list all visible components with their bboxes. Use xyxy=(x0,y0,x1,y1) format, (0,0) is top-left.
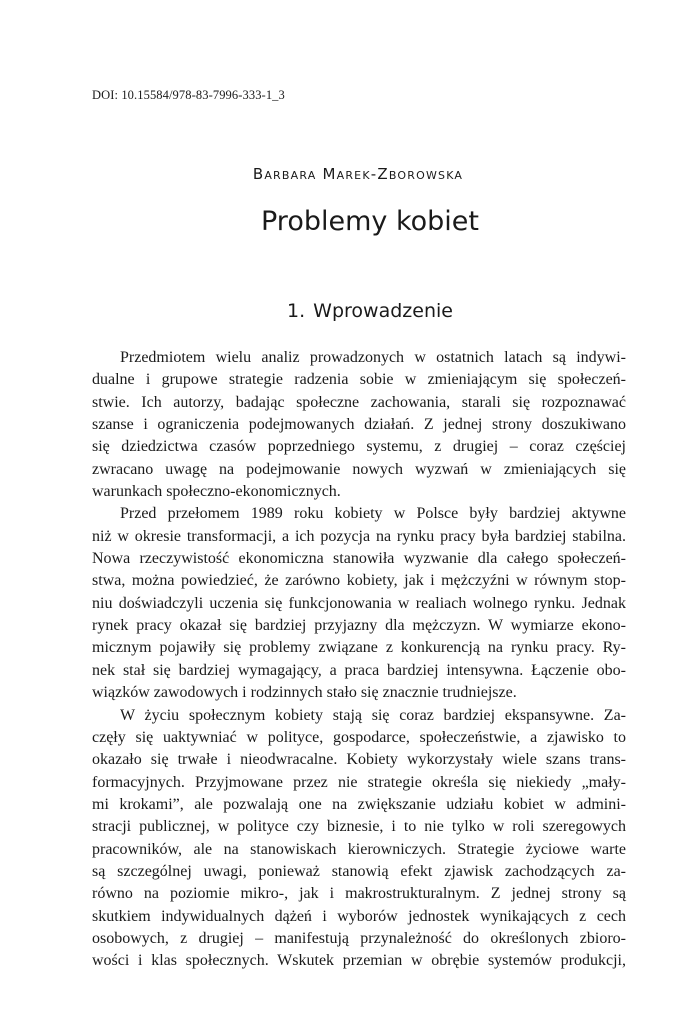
text-line: nek stał się bardziej wymagający, a praca bardziej intensywna. Łączenie obo- xyxy=(92,661,626,679)
text-line: pracowników, ale na stanowiskach kierowniczych. Strategie życiowe warte xyxy=(92,840,626,858)
text-line: częły się uaktywniać w polityce, gospodarce, społeczeństwie, a zjawisko to xyxy=(92,728,626,746)
text-line: Nowa rzeczywistość ekonomiczna stanowiła wyzwanie dla całego społeczeń- xyxy=(92,550,626,568)
text-line: osobowych, z drugiej – manifestują przynależność do określonych zbioro- xyxy=(92,929,626,947)
text-line: niż w okresie transformacji, a ich pozycja na rynku pracy była bardziej stabilna. xyxy=(92,527,626,545)
text-line: rynek pracy okazał się bardziej przyjazny dla mężczyzn. W wymiarze ekono- xyxy=(92,617,626,635)
text-line: stwie. Ich autorzy, badając społeczne zachowania, starali się rozpoznawać xyxy=(92,393,626,411)
text-line: warunkach społeczno-ekonomicznych. xyxy=(92,483,341,501)
text-line: szanse i ograniczenia podejmowanych działań. Z jednej strony doszukiwano xyxy=(92,416,626,434)
text-line: niu doświadczyli uczenia się funkcjonowania w realiach wolnego rynku. Jednak xyxy=(92,594,626,612)
section-heading xyxy=(0,300,690,322)
text-line: stwa, można powiedzieć, że zarówno kobiety, jak i mężczyźni w równym stop- xyxy=(92,572,626,590)
section-title: Wprowadzenie xyxy=(313,300,453,322)
text-line: wości i klas społecznych. Wskutek przemian w obrębie systemów produkcji, xyxy=(92,952,626,970)
text-line: mi krokami”, ale pozwalają one na zwiększanie udziału kobiet w admini- xyxy=(92,795,626,813)
text-line: Przed przełomem 1989 roku kobiety w Polsce były bardziej aktywne xyxy=(120,505,626,523)
text-line: zwracano uwagę na podejmowanie nowych wyzwań w zmieniających się xyxy=(92,460,626,478)
text-line: równo na poziomie mikro-, jak i makrostrukturalnym. Z jednej strony są xyxy=(92,885,626,903)
text-line: dualne i grupowe strategie radzenia sobie w zmieniającym się społeczeń- xyxy=(92,371,626,389)
author-name: Barbara Marek-Zborowska xyxy=(252,165,464,183)
text-line: są szczególnej uwagi, ponieważ stanowią efekt zjawisk zachodzących za- xyxy=(92,862,626,880)
text-line: okazało się trwałe i nieodwracalne. Kobiety wykorzystały wiele szans trans- xyxy=(92,751,626,769)
text-line: micznym pojawiły się problemy związane z konkurencją na rynku pracy. Ry- xyxy=(92,639,626,657)
text-line: Przedmiotem wielu analiz prowadzonych w ostatnich latach są indywi- xyxy=(120,349,626,366)
page-title: Problemy kobiet xyxy=(261,206,479,237)
text-line: się dziedzictwa czasów poprzedniego systemu, z drugiej – coraz częściej xyxy=(92,438,626,456)
section-number: 1. xyxy=(287,300,306,322)
text-line: W życiu społecznym kobiety stają się coraz bardziej ekspansywne. Za- xyxy=(120,706,626,724)
text-line: stracji publicznej, w polityce czy biznesie, i to nie tylko w roli szeregowych xyxy=(92,818,626,836)
text-line: formacyjnych. Przyjmowane przez nie strategie określa się niekiedy „mały- xyxy=(92,773,626,791)
text-line: skutkiem indywidualnych dążeń i wyborów jednostek wynikających z cech xyxy=(92,907,626,925)
body-text xyxy=(92,347,626,973)
doi-line: DOI: 10.15584/978-83-7996-333-1_3 xyxy=(92,88,285,102)
text-line: wiązków zawodowych i rodzinnych stało się znacznie trudniejsze. xyxy=(92,684,517,702)
